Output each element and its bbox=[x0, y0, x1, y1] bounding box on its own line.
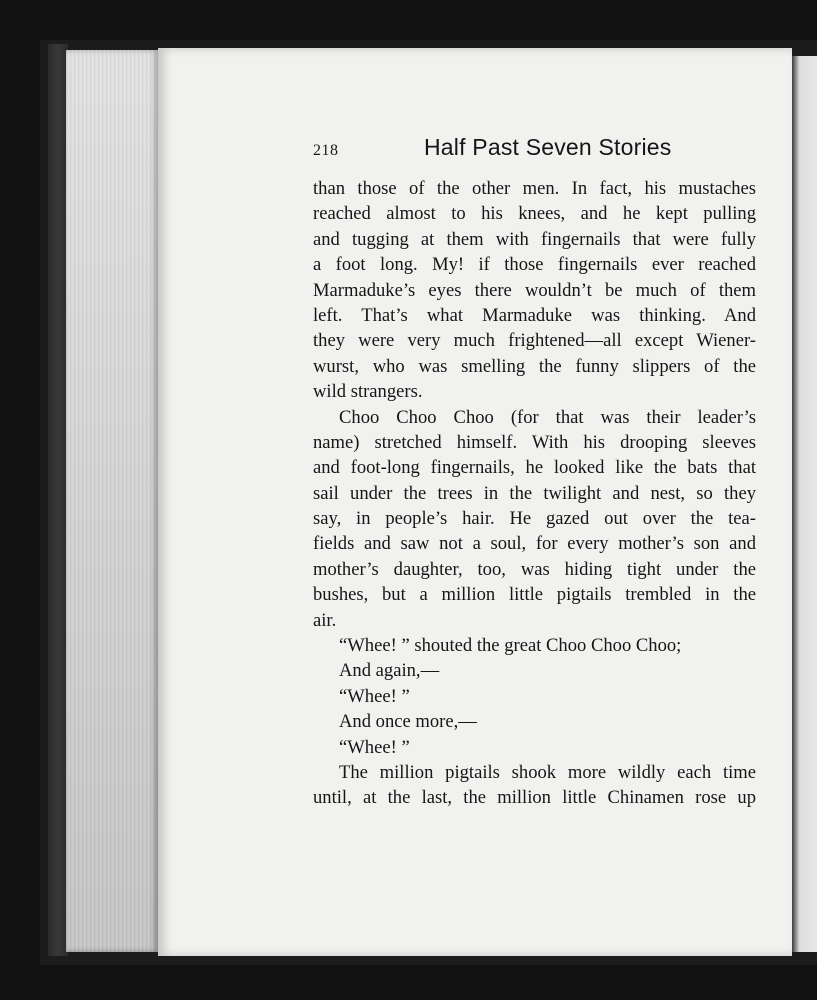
text-line: bushes, but a million little pigtails trembled in the bbox=[313, 584, 756, 606]
text-line: until, at the last, the million little Chinamen rose up bbox=[313, 787, 756, 809]
text-line: name) stretched himself. With his drooping sleeves bbox=[313, 431, 756, 453]
text-line: “Whee! ” bbox=[339, 685, 410, 707]
text-line: Marmaduke’s eyes there wouldn’t be much of them bbox=[313, 279, 756, 301]
text-line: and foot-long fingernails, he looked like the bats that bbox=[313, 457, 756, 479]
text-line: air. bbox=[313, 609, 337, 631]
text-line: a foot long. My! if those fingernails ever reached bbox=[313, 254, 756, 276]
running-title: Half Past Seven Stories bbox=[424, 134, 672, 160]
text-line: than those of the other men. In fact, his mustaches bbox=[313, 178, 756, 199]
book-cover-edge bbox=[48, 44, 68, 956]
text-line: “Whee! ” bbox=[339, 736, 410, 758]
text-line: The million pigtails shook more wildly each time bbox=[339, 761, 756, 783]
text-line: fields and saw not a soul, for every mother’s son and bbox=[313, 533, 756, 555]
text-line: wild strangers. bbox=[313, 381, 423, 403]
text-line: “Whee! ” shouted the great Choo Choo Choo; bbox=[339, 635, 682, 657]
text-line: And again,— bbox=[339, 660, 440, 682]
text-line: wurst, who was smelling the funny slippers of the bbox=[313, 355, 756, 377]
text-line: And once more,— bbox=[339, 711, 477, 733]
page-stack-edges bbox=[66, 50, 158, 952]
body-text bbox=[313, 176, 756, 811]
text-line: left. That’s what Marmaduke was thinking. And bbox=[313, 304, 756, 326]
text-line: mother’s daughter, too, was hiding tight under the bbox=[313, 558, 756, 580]
text-line: sail under the trees in the twilight and nest, so they bbox=[313, 482, 756, 504]
right-page-edge bbox=[792, 56, 817, 952]
text-line: they were very much frightened—all except Wiener- bbox=[313, 330, 756, 352]
text-line: say, in people’s hair. He gazed out over the tea- bbox=[313, 508, 756, 530]
text-line: reached almost to his knees, and he kept pulling bbox=[313, 203, 756, 225]
text-line: and tugging at them with fingernails that were fully bbox=[313, 228, 756, 250]
text-line: Choo Choo Choo (for that was their leader’s bbox=[339, 406, 756, 428]
page-number: 218 bbox=[313, 142, 339, 159]
